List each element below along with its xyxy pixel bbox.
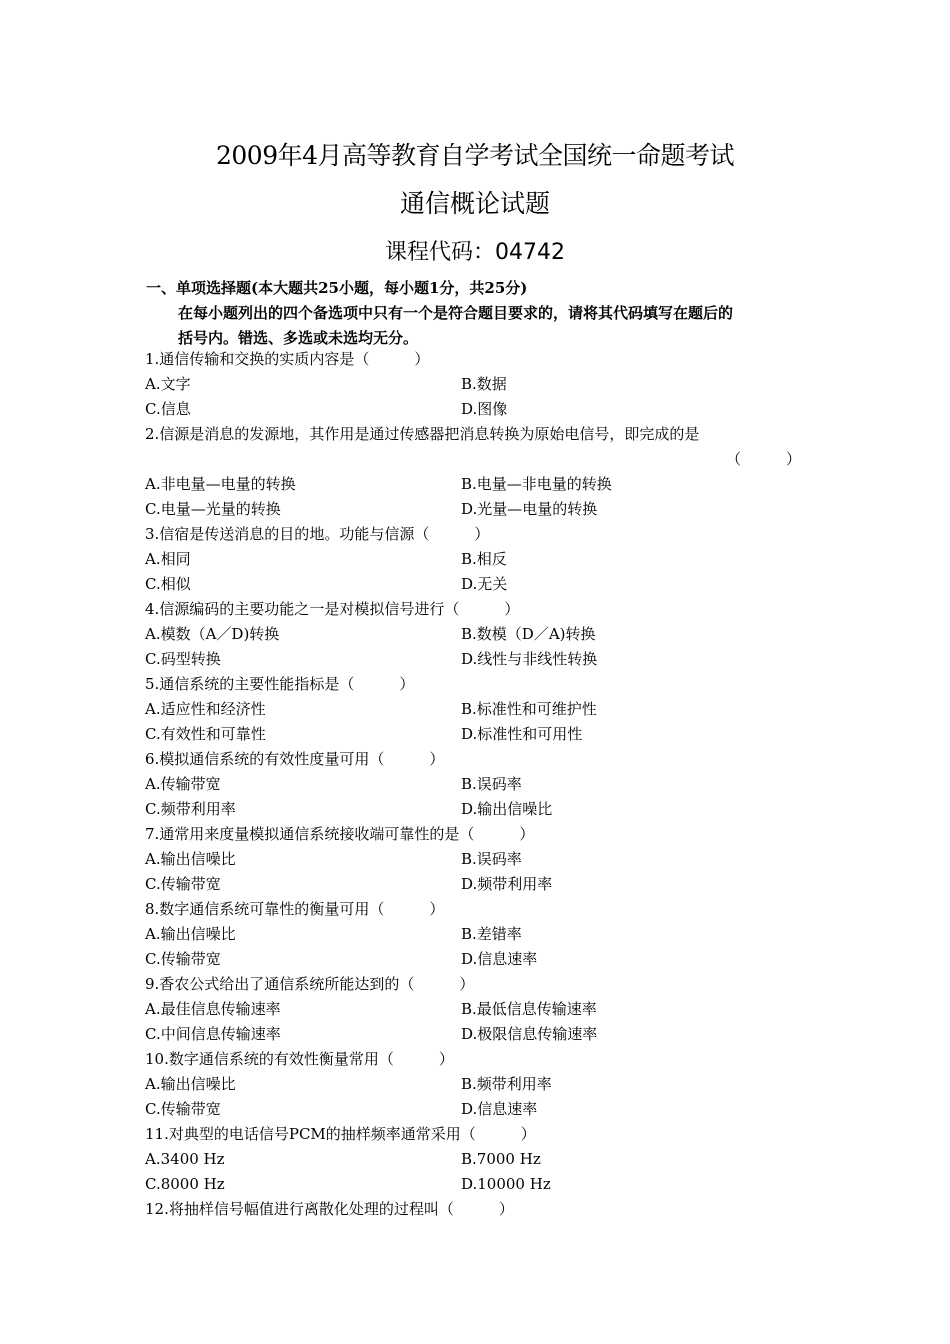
answer-option: D.无关 [461,575,508,593]
answer-option: C.电量—光量的转换 [145,500,281,518]
answer-option: A.传输带宽 [145,775,221,793]
section-heading: 一、单项选择题(本大题共25小题，每小题1分，共25分) [146,279,528,297]
option-row [145,797,815,822]
section-instruction-line2: 括号内。错选、多选或未选均无分。 [178,329,419,347]
exam-title: 2009年4月高等教育自学考试全国统一命题考试 [215,141,735,170]
answer-option: B.最低信息传输速率 [461,1000,597,1018]
option-row [145,697,815,722]
option-row [145,722,815,747]
option-row [145,547,815,572]
answer-option: A.模数（A／D)转换 [145,625,280,643]
option-row [145,1072,815,1097]
question-text: 12.将抽样信号幅值进行离散化处理的过程叫（ ） [145,1200,514,1218]
question-text: 7.通常用来度量模拟通信系统接收端可靠性的是（ ） [145,825,535,843]
option-row [145,1147,815,1172]
answer-option: A.输出信噪比 [145,850,236,868]
answer-option: A.3400 Hz [145,1150,225,1168]
answer-option: C.码型转换 [145,650,221,668]
question-text: 1.通信传输和交换的实质内容是（ ） [145,350,430,368]
option-row [145,622,815,647]
option-row [145,572,815,597]
section-instruction-line1: 在每小题列出的四个备选项中只有一个是符合题目要求的，请将其代码填写在题后的 [178,304,734,322]
answer-option: B.标准性和可维护性 [461,700,597,718]
option-row [145,1097,815,1122]
answer-option: B.误码率 [461,775,522,793]
option-row [145,872,815,897]
answer-option: C.传输带宽 [145,950,221,968]
option-row [145,1022,815,1047]
answer-option: B.误码率 [461,850,522,868]
option-row [145,397,815,422]
option-row [145,772,815,797]
option-row [145,1172,815,1197]
answer-option: A.相同 [145,550,191,568]
option-row [145,497,815,522]
option-row [145,472,815,497]
answer-option: C.相似 [145,575,191,593]
answer-option: D.图像 [461,400,508,418]
answer-option: C.有效性和可靠性 [145,725,266,743]
question-text: 6.模拟通信系统的有效性度量可用（ ） [145,750,445,768]
question-text: 5.通信系统的主要性能指标是（ ） [145,675,415,693]
subject-title: 通信概论试题 [399,189,550,218]
answer-option: A.非电量—电量的转换 [145,475,296,493]
answer-option: C.中间信息传输速率 [145,1025,281,1043]
answer-option: C.传输带宽 [145,1100,221,1118]
answer-option: A.适应性和经济性 [145,700,266,718]
answer-option: D.极限信息传输速率 [461,1025,598,1043]
question-text: 11.对典型的电话信号PCM的抽样频率通常采用（ ） [145,1125,536,1143]
answer-option: C.8000 Hz [145,1175,225,1193]
answer-option: D.10000 Hz [461,1175,551,1193]
question-text: 2.信源是消息的发源地，其作用是通过传感器把消息转换为原始电信号，即完成的是 [145,425,700,443]
answer-option: D.信息速率 [461,1100,538,1118]
answer-option: B.数模（D／A)转换 [461,625,596,643]
answer-option: A.文字 [145,375,191,393]
question-text: 3.信宿是传送消息的目的地。功能与信源（ ） [145,525,490,543]
option-row [145,372,815,397]
option-row [145,647,815,672]
option-row [145,947,815,972]
answer-option: B.差错率 [461,925,522,943]
option-row [145,997,815,1022]
answer-option: B.数据 [461,375,507,393]
answer-option: B.7000 Hz [461,1150,541,1168]
option-row [145,922,815,947]
answer-option: A.输出信噪比 [145,1075,236,1093]
answer-option: B.相反 [461,550,507,568]
answer-option: A.最佳信息传输速率 [145,1000,281,1018]
answer-option: B.电量—非电量的转换 [461,475,612,493]
course-code: 课程代码：04742 [385,240,565,265]
answer-option: D.标准性和可用性 [461,725,583,743]
option-row [145,847,815,872]
question-list [145,347,815,1222]
answer-option: D.频带利用率 [461,875,553,893]
answer-bracket: （ ） [725,450,801,468]
answer-option: D.输出信噪比 [461,800,553,818]
answer-option: C.信息 [145,400,191,418]
question-text: 10.数字通信系统的有效性衡量常用（ ） [145,1050,454,1068]
answer-option: D.线性与非线性转换 [461,650,598,668]
answer-option: C.频带利用率 [145,800,236,818]
answer-option: D.光量—电量的转换 [461,500,598,518]
answer-option: D.信息速率 [461,950,538,968]
answer-option: A.输出信噪比 [145,925,236,943]
answer-option: C.传输带宽 [145,875,221,893]
question-text: 8.数字通信系统可靠性的衡量可用（ ） [145,900,445,918]
question-text: 4.信源编码的主要功能之一是对模拟信号进行（ ） [145,600,520,618]
answer-option: B.频带利用率 [461,1075,552,1093]
question-text: 9.香农公式给出了通信系统所能达到的（ ） [145,975,475,993]
